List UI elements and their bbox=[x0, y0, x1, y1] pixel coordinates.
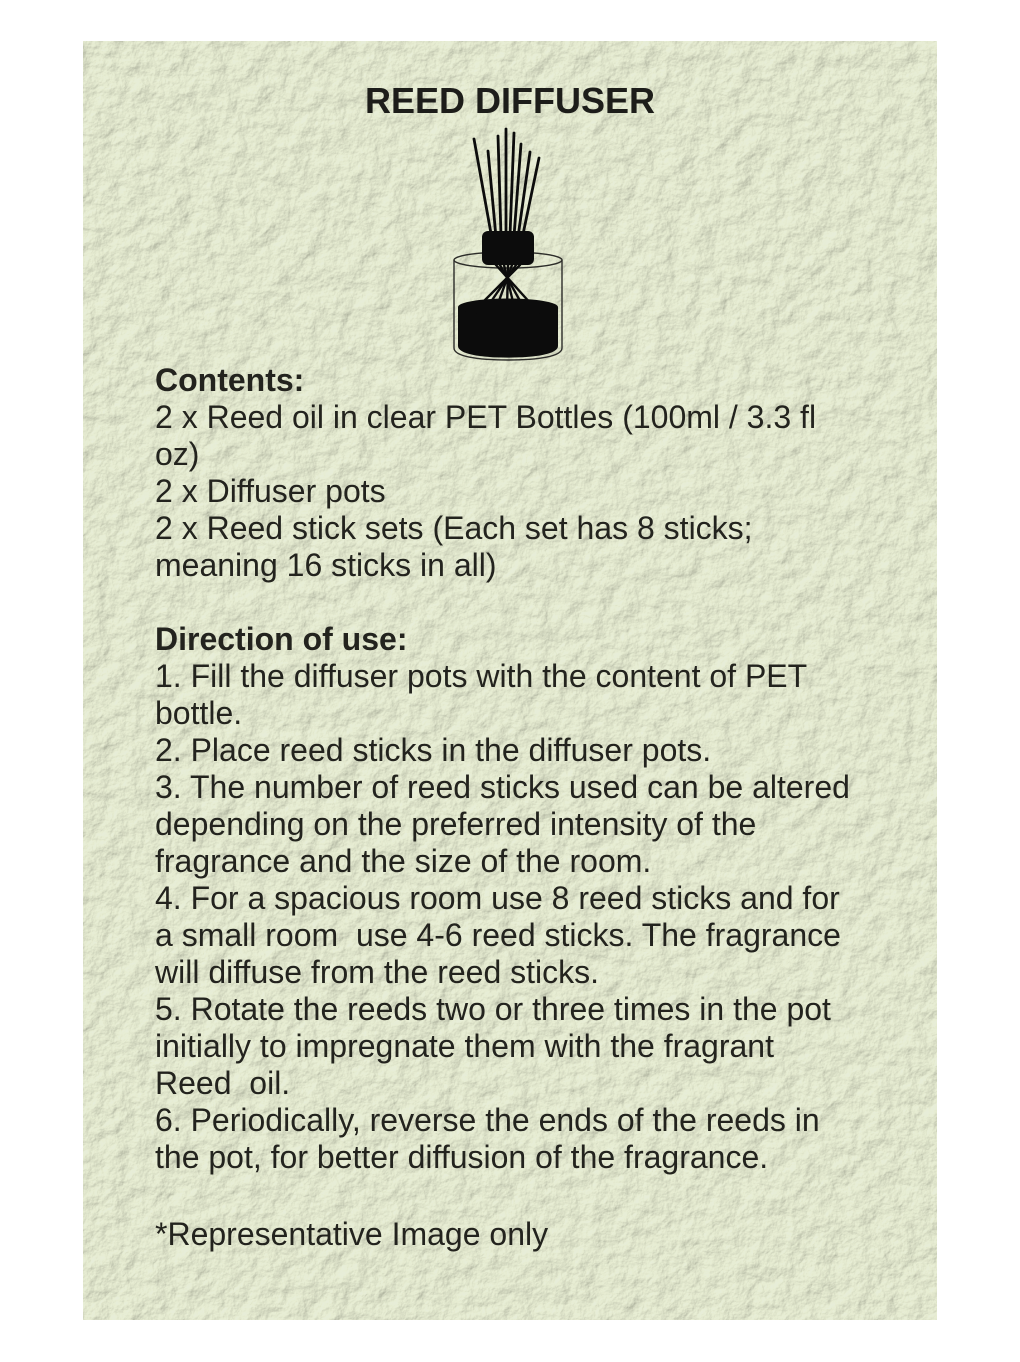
contents-item-3: 2 x Reed stick sets (Each set has 8 sticks; meaning 16 sticks in all) bbox=[155, 510, 762, 583]
representative-image-note: *Representative Image only bbox=[155, 1216, 549, 1252]
direction-step-1: 1. Fill the diffuser pots with the content of PET bottle. bbox=[155, 658, 816, 731]
direction-step-4: 4. For a spacious room use 8 reed sticks and for a small room use 4-6 reed sticks. The fragrance will diffuse from the reed sticks. bbox=[155, 880, 850, 990]
contents-item-2: 2 x Diffuser pots bbox=[155, 473, 386, 509]
label-content bbox=[83, 79, 937, 1320]
reed-diffuser-svg bbox=[420, 127, 600, 361]
bottle-cap bbox=[482, 231, 534, 265]
reed-sticks-upper bbox=[474, 129, 539, 239]
direction-step-5: 5. Rotate the reeds two or three times in the pot initially to impregnate them with the fragrant Reed oil. bbox=[155, 991, 840, 1101]
text-column bbox=[155, 362, 859, 1253]
direction-step-3: 3. The number of reed sticks used can be altered depending on the preferred intensity of the fragrance and the size of the room. bbox=[155, 769, 859, 879]
fragrance-oil bbox=[458, 299, 558, 358]
direction-step-2: 2. Place reed sticks in the diffuser pots. bbox=[155, 732, 712, 768]
direction-step-6: 6. Periodically, reverse the ends of the reeds in the pot, for better diffusion of the fragrance. bbox=[155, 1102, 829, 1175]
reed-diffuser-illustration bbox=[420, 127, 600, 361]
contents-heading: Contents: bbox=[155, 362, 305, 398]
product-title: REED DIFFUSER bbox=[364, 80, 656, 121]
directions-heading: Direction of use: bbox=[155, 621, 408, 657]
product-label-card bbox=[83, 41, 937, 1320]
contents-item-1: 2 x Reed oil in clear PET Bottles (100ml / 3.3 fl oz) bbox=[155, 399, 825, 472]
